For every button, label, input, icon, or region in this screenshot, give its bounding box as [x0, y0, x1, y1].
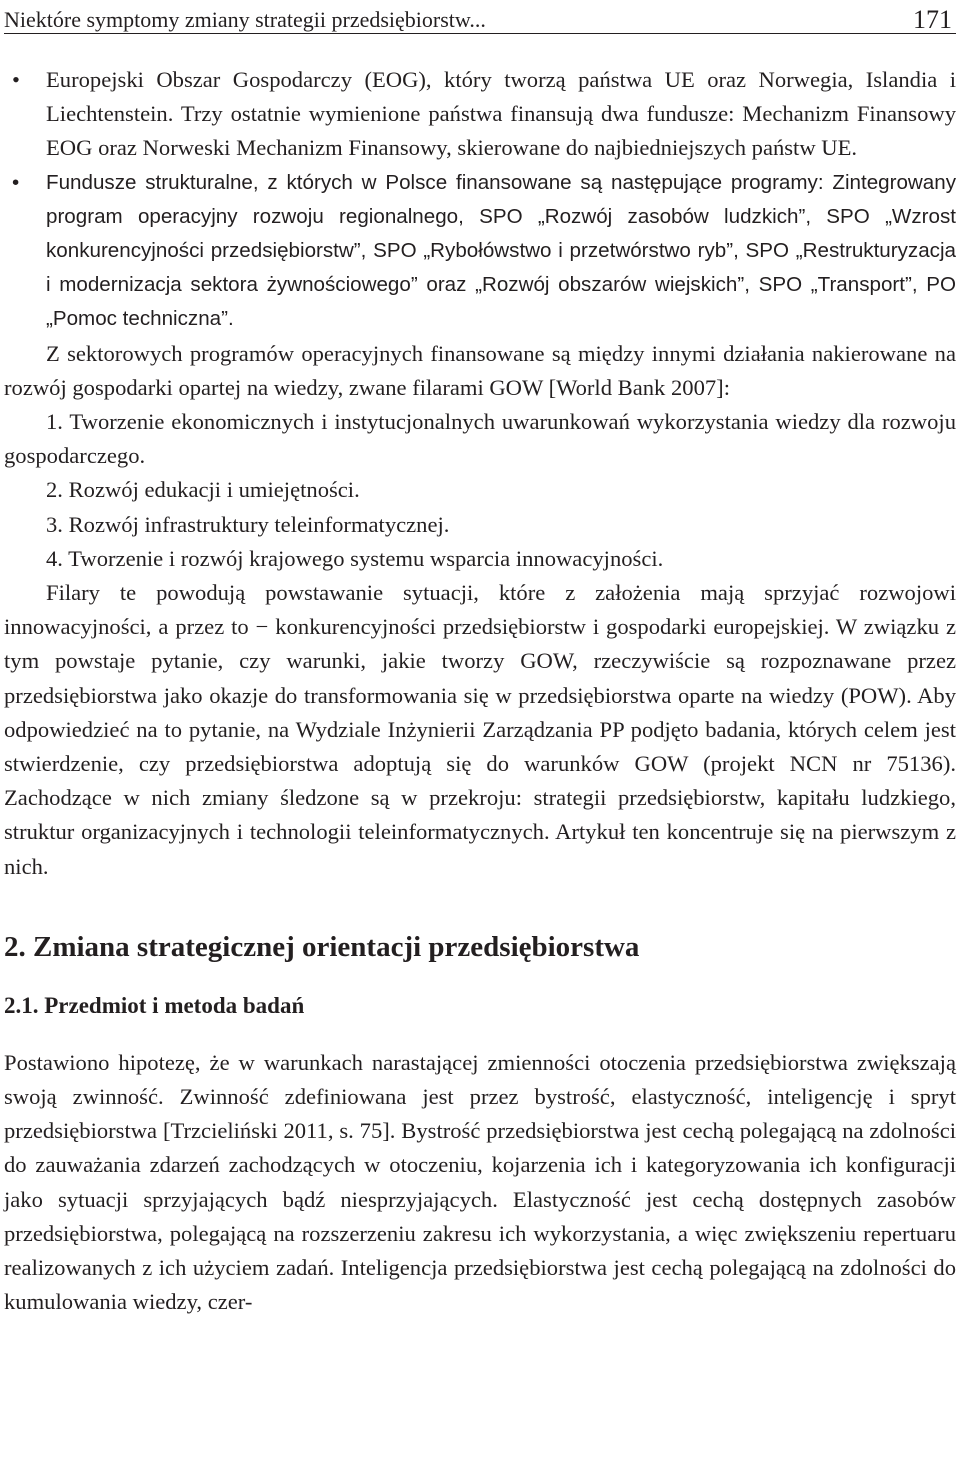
gow-pillar-item: 3. Rozwój infrastruktury teleinformatycznej.	[46, 511, 450, 537]
subsection-heading: 2.1. Przedmiot i metoda badań	[4, 992, 305, 1018]
gow-pillar-item: 2. Rozwój edukacji i umiejętności.	[46, 477, 360, 503]
gow-pillars-list	[4, 405, 956, 576]
gow-pillar-item: 4. Tworzenie i rozwój krajowego systemu wsparcia innowacyjności.	[46, 545, 664, 571]
bullet-item-structural-funds: • Fundusze strukturalne, z których w Polsce finansowane są następujące programy: Zintegrowany program operacyjny rozwoju regionalnego, SPO „Rozwój zasobów ludzkich”, SPO „Wzrost konkurencyjności przedsiębiorstw”, SPO „Rybołówstwo i przetwórstwo ryb”, SPO „Restrukturyzacja i modernizacja sektora żywnościowego” oraz „Rozwój obszarów wiejskich”, SPO „Transport”, PO „Pomoc techniczna”.	[4, 166, 956, 337]
page-body	[4, 63, 956, 1320]
running-header	[4, 0, 956, 34]
pillars-paragraph: Filary te powodują powstawanie sytuacji, które z założenia mają sprzyjać rozwojowi innowacyjności, a przez to − konkurencyjności przedsiębiorstw i gospodarki europejskiej. W związku z tym powstaje pytanie, czy warunki, jakie tworzy GOW, rzeczywiście są rozpoznawane przez przedsiębiorstwa jako okazje do transformowania się w przedsiębiorstwa oparte na wiedzy (POW). Aby odpowiedzieć na to pytanie, na Wydziale Inżynierii Zarządzania PP podjęto badania, których celem jest stwierdzenie, czy przedsiębiorstwa adoptują się do warunków GOW (projekt NCN nr 75136). Zachodzące w nich zmiany śledzone są w przekroju: strategii przedsiębiorstw, kapitału ludzkiego, struktur organizacyjnych i technologii teleinformatycznych. Artykuł ten koncentruje się na pierwszym z nich.	[4, 580, 956, 879]
bullet-item-eog: • Europejski Obszar Gospodarczy (EOG), który tworzą państwa UE oraz Norwegia, Islandia i Liechtenstein. Trzy ostatnie wymienione państwa finansują dwa fundusze: Mechanizm Finansowy EOG oraz Norweski Mechanizm Finansowy, skierowane do najbiedniejszych państw UE.	[4, 63, 956, 166]
hypothesis-paragraph: Postawiono hipotezę, że w warunkach narastającej zmienności otoczenia przedsiębiorstwa zwiększają swoją zwinność. Zwinność zdefiniowana jest przez bystrość, elastyczność, inteligencję i spryt przedsiębiorstwa [Trzcieliński 2011, s. 75]. Bystrość przedsiębiorstwa jest cechą polegającą na zdolności do zauważania zdarzeń zachodzących w otoczeniu, kojarzenia ich i kategoryzowania ich konfiguracji jako sytuacji sprzyjających bądź niesprzyjających. Elastyczność jest cechą dostępnych zasobów przedsiębiorstwa, polegającą na rozszerzeniu zakresu ich wykorzystania, a więc zwiększeniu repertuaru realizowanych z ich użyciem zadań. Inteligencja przedsiębiorstwa jest cechą polegającą na zdolności do kumulowania wiedzy, czer-	[4, 1049, 956, 1315]
page-number: 171	[913, 5, 952, 34]
section-heading: 2. Zmiana strategicznej orientacji przedsiębiorstwa	[4, 930, 640, 963]
funds-bullet-list	[4, 63, 956, 337]
running-title: Niektóre symptomy zmiany strategii przedsiębiorstw...	[4, 7, 486, 32]
gow-pillar-item: 1. Tworzenie ekonomicznych i instytucjonalnych uwarunkowań wykorzystania wiedzy dla rozwoju gospodarczego.	[4, 409, 956, 469]
gow-intro-paragraph: Z sektorowych programów operacyjnych finansowane są między innymi działania nakierowane na rozwój gospodarki opartej na wiedzy, zwane filarami GOW [World Bank 2007]:	[4, 340, 956, 400]
